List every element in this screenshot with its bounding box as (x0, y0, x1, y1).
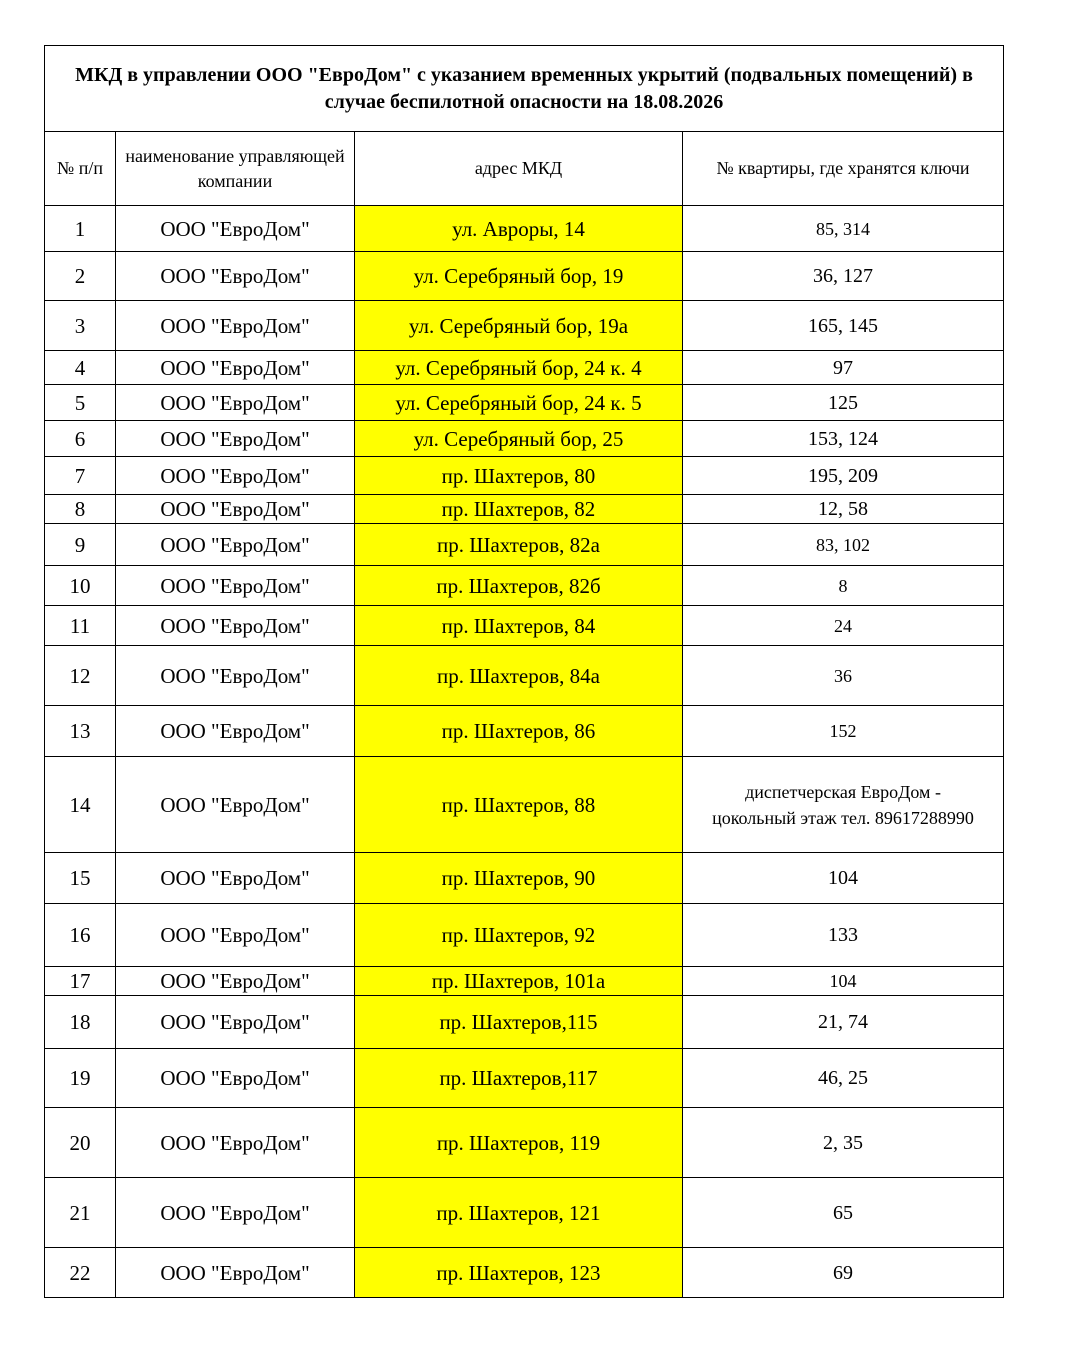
row-company: ООО "ЕвроДом" (116, 566, 355, 606)
row-company: ООО "ЕвроДом" (116, 606, 355, 646)
header-keys: № квартиры, где хранятся ключи (683, 132, 1004, 206)
row-address: пр. Шахтеров, 88 (355, 757, 683, 853)
row-num: 22 (45, 1248, 116, 1298)
row-company: ООО "ЕвроДом" (116, 706, 355, 757)
row-address: пр. Шахтеров, 82б (355, 566, 683, 606)
row-num: 21 (45, 1178, 116, 1248)
row-address: ул. Авроры, 14 (355, 206, 683, 252)
row-keys: 104 (683, 853, 1004, 904)
keys-line-1: диспетчерская ЕвроДом - (745, 781, 941, 802)
row-num: 9 (45, 524, 116, 566)
row-company: ООО "ЕвроДом" (116, 351, 355, 385)
shelter-table-sheet (44, 45, 1003, 1298)
row-keys: 8 (683, 566, 1004, 606)
table-row (45, 524, 1004, 566)
shelter-table (44, 45, 1004, 1298)
table-row (45, 351, 1004, 385)
row-address: ул. Серебряный бор, 19 (355, 252, 683, 301)
row-company: ООО "ЕвроДом" (116, 421, 355, 457)
header-num: № п/п (45, 132, 116, 206)
keys-line-2: цокольный этаж тел. 89617288990 (712, 807, 974, 828)
row-num: 14 (45, 757, 116, 853)
row-address: пр. Шахтеров, 82 (355, 495, 683, 524)
row-keys (683, 757, 1004, 853)
table-row (45, 606, 1004, 646)
row-address: пр. Шахтеров, 82а (355, 524, 683, 566)
row-keys: 85, 314 (683, 206, 1004, 252)
row-company: ООО "ЕвроДом" (116, 385, 355, 421)
row-address: пр. Шахтеров, 84а (355, 646, 683, 706)
row-address: пр. Шахтеров, 121 (355, 1178, 683, 1248)
row-keys: 152 (683, 706, 1004, 757)
row-address: пр. Шахтеров, 90 (355, 853, 683, 904)
table-body (45, 206, 1004, 1298)
row-company: ООО "ЕвроДом" (116, 1049, 355, 1108)
row-company: ООО "ЕвроДом" (116, 206, 355, 252)
row-address: пр. Шахтеров, 92 (355, 904, 683, 967)
row-company: ООО "ЕвроДом" (116, 1108, 355, 1178)
row-keys: 36, 127 (683, 252, 1004, 301)
table-title: МКД в управлении ООО "ЕвроДом" с указанием временных укрытий (подвальных помещений) в случае беспилотной опасности на 18.08.2026 (45, 46, 1004, 132)
table-row (45, 421, 1004, 457)
row-company: ООО "ЕвроДом" (116, 301, 355, 351)
header-company: наименование управляющей компании (116, 132, 355, 206)
row-address: пр. Шахтеров,115 (355, 996, 683, 1049)
row-address: пр. Шахтеров, 123 (355, 1248, 683, 1298)
table-row (45, 1248, 1004, 1298)
table-row (45, 1178, 1004, 1248)
row-num: 3 (45, 301, 116, 351)
row-keys: 12, 58 (683, 495, 1004, 524)
row-company: ООО "ЕвроДом" (116, 252, 355, 301)
row-company: ООО "ЕвроДом" (116, 967, 355, 996)
row-company: ООО "ЕвроДом" (116, 524, 355, 566)
row-keys: 21, 74 (683, 996, 1004, 1049)
row-company: ООО "ЕвроДом" (116, 1178, 355, 1248)
row-company: ООО "ЕвроДом" (116, 757, 355, 853)
row-num: 8 (45, 495, 116, 524)
table-row (45, 646, 1004, 706)
row-keys: 153, 124 (683, 421, 1004, 457)
table-row (45, 206, 1004, 252)
table-row (45, 706, 1004, 757)
table-row (45, 1108, 1004, 1178)
table-row (45, 566, 1004, 606)
row-company: ООО "ЕвроДом" (116, 495, 355, 524)
row-keys: 69 (683, 1248, 1004, 1298)
row-address: ул. Серебряный бор, 19а (355, 301, 683, 351)
table-row (45, 1049, 1004, 1108)
row-keys: 65 (683, 1178, 1004, 1248)
row-num: 13 (45, 706, 116, 757)
header-address: адрес МКД (355, 132, 683, 206)
row-address: ул. Серебряный бор, 24 к. 5 (355, 385, 683, 421)
row-keys: 125 (683, 385, 1004, 421)
table-row (45, 252, 1004, 301)
table-row (45, 457, 1004, 495)
row-keys: 2, 35 (683, 1108, 1004, 1178)
row-num: 6 (45, 421, 116, 457)
row-address: ул. Серебряный бор, 24 к. 4 (355, 351, 683, 385)
row-keys: 24 (683, 606, 1004, 646)
row-keys: 46, 25 (683, 1049, 1004, 1108)
row-company: ООО "ЕвроДом" (116, 646, 355, 706)
row-num: 10 (45, 566, 116, 606)
table-row (45, 904, 1004, 967)
row-keys: 97 (683, 351, 1004, 385)
row-num: 11 (45, 606, 116, 646)
row-company: ООО "ЕвроДом" (116, 457, 355, 495)
row-num: 1 (45, 206, 116, 252)
row-company: ООО "ЕвроДом" (116, 996, 355, 1049)
row-num: 4 (45, 351, 116, 385)
row-num: 18 (45, 996, 116, 1049)
row-company: ООО "ЕвроДом" (116, 904, 355, 967)
row-keys: 104 (683, 967, 1004, 996)
table-row (45, 301, 1004, 351)
table-row (45, 495, 1004, 524)
table-row (45, 757, 1004, 853)
row-keys: 36 (683, 646, 1004, 706)
row-address: пр. Шахтеров, 80 (355, 457, 683, 495)
row-num: 19 (45, 1049, 116, 1108)
row-num: 17 (45, 967, 116, 996)
row-keys: 195, 209 (683, 457, 1004, 495)
row-num: 15 (45, 853, 116, 904)
table-row (45, 967, 1004, 996)
row-address: пр. Шахтеров, 86 (355, 706, 683, 757)
table-row (45, 385, 1004, 421)
row-keys: 133 (683, 904, 1004, 967)
row-address: пр. Шахтеров, 101а (355, 967, 683, 996)
row-num: 12 (45, 646, 116, 706)
table-row (45, 853, 1004, 904)
row-address: ул. Серебряный бор, 25 (355, 421, 683, 457)
row-company: ООО "ЕвроДом" (116, 1248, 355, 1298)
row-address: пр. Шахтеров,117 (355, 1049, 683, 1108)
row-num: 5 (45, 385, 116, 421)
row-num: 2 (45, 252, 116, 301)
row-keys: 165, 145 (683, 301, 1004, 351)
table-row (45, 996, 1004, 1049)
row-num: 7 (45, 457, 116, 495)
row-company: ООО "ЕвроДом" (116, 853, 355, 904)
row-address: пр. Шахтеров, 119 (355, 1108, 683, 1178)
row-num: 16 (45, 904, 116, 967)
row-keys: 83, 102 (683, 524, 1004, 566)
row-num: 20 (45, 1108, 116, 1178)
row-address: пр. Шахтеров, 84 (355, 606, 683, 646)
